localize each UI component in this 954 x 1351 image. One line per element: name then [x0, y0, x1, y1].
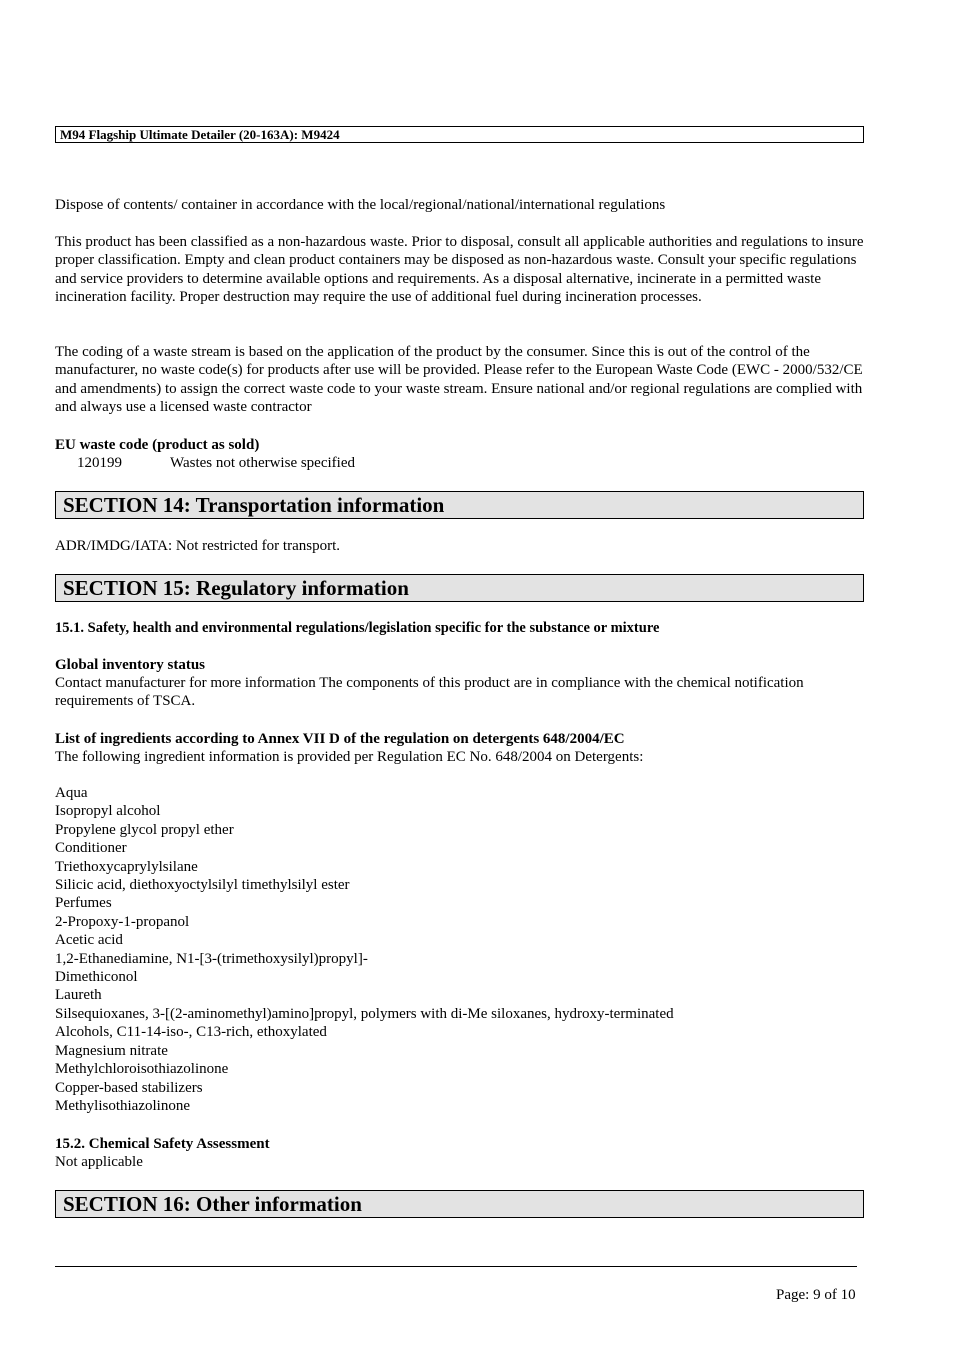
waste-coding-paragraph: The coding of a waste stream is based on the application of the product by the consumer. Since this is out of the control of the manufacturer, no waste code(s) for products after use will be provided. Please refer to the European Waste Code (EWC - 2000/532/CE and amendments) to assign the correct waste code to your waste stream. Ensure national and/or regional regulations are complied with and always use a licensed waste contractor — [55, 344, 863, 416]
list-item: Magnesium nitrate — [55, 1042, 168, 1059]
list-item: Silicic acid, diethoxyoctylsilyl timethylsilyl ester — [55, 877, 350, 894]
list-item: Aqua — [55, 785, 88, 801]
section-14-title: SECTION 14: Transportation information — [55, 491, 864, 519]
list-item: Conditioner — [55, 840, 127, 857]
list-item: 1,2-Ethanediamine, N1-[3-(trimethoxysilyl)propyl]- — [55, 950, 368, 967]
list-item: Propylene glycol propyl ether — [55, 821, 234, 838]
ingredient-list — [55, 784, 674, 1115]
non-hazardous-waste-paragraph: This product has been classified as a non-hazardous waste. Prior to disposal, consult all applicable authorities and regulations to insure proper classification. Empty and clean product containers may be disposed as non-hazardous waste. Consult your specific regulations and service providers to determine available options and requirements. As a disposal alternative, incinerate in a permitted waste incineration facility. Proper destruction may require the use of additional fuel during incineration processes. — [55, 234, 864, 306]
list-item: Acetic acid — [55, 932, 123, 949]
document-header: M94 Flagship Ultimate Detailer (20-163A): M9424 — [55, 126, 864, 143]
list-item: 2-Propoxy-1-propanol — [55, 913, 190, 930]
footer-divider — [55, 1266, 857, 1267]
detergents-heading: List of ingredients according to Annex VII D of the regulation on detergents 648/2004/EC — [55, 731, 625, 747]
chemical-safety-assessment-text: Not applicable — [55, 1154, 143, 1170]
subsection-15-2-heading: 15.2. Chemical Safety Assessment — [55, 1136, 270, 1152]
detergents-intro: The following ingredient information is provided per Regulation EC No. 648/2004 on Detergents: — [55, 749, 644, 765]
global-inventory-text: Contact manufacturer for more information The components of this product are in compliance with the chemical notification requirements of TSCA. — [55, 675, 804, 710]
transport-statement: ADR/IMDG/IATA: Not restricted for transport. — [55, 538, 340, 554]
disposal-statement: Dispose of contents/ container in accordance with the local/regional/national/international regulations — [55, 197, 666, 213]
eu-waste-code: 120199 — [77, 455, 122, 471]
list-item: Dimethiconol — [55, 969, 138, 986]
list-item: Alcohols, C11-14-iso-, C13-rich, ethoxylated — [55, 1024, 327, 1041]
global-inventory-heading: Global inventory status — [55, 657, 206, 673]
subsection-15-1-heading: 15.1. Safety, health and environmental regulations/legislation specific for the substance or mixture — [55, 620, 660, 636]
page-number: Page: 9 of 10 — [776, 1287, 856, 1303]
list-item: Isopropyl alcohol — [55, 803, 161, 820]
list-item: Methylisothiazolinone — [55, 1097, 190, 1114]
list-item: Triethoxycaprylylsilane — [55, 858, 198, 875]
list-item: Methylchloroisothiazolinone — [55, 1061, 229, 1078]
section-16-title: SECTION 16: Other information — [55, 1190, 864, 1218]
list-item: Silsequioxanes, 3-[(2-aminomethyl)amino]propyl, polymers with di-Me siloxanes, hydroxy-terminated — [55, 1005, 674, 1022]
list-item: Perfumes — [55, 895, 112, 912]
list-item: Laureth — [55, 987, 102, 1004]
eu-waste-code-heading: EU waste code (product as sold) — [55, 437, 260, 453]
list-item: Copper-based stabilizers — [55, 1079, 203, 1096]
eu-waste-code-description: Wastes not otherwise specified — [170, 455, 355, 471]
section-15-title: SECTION 15: Regulatory information — [55, 574, 864, 602]
